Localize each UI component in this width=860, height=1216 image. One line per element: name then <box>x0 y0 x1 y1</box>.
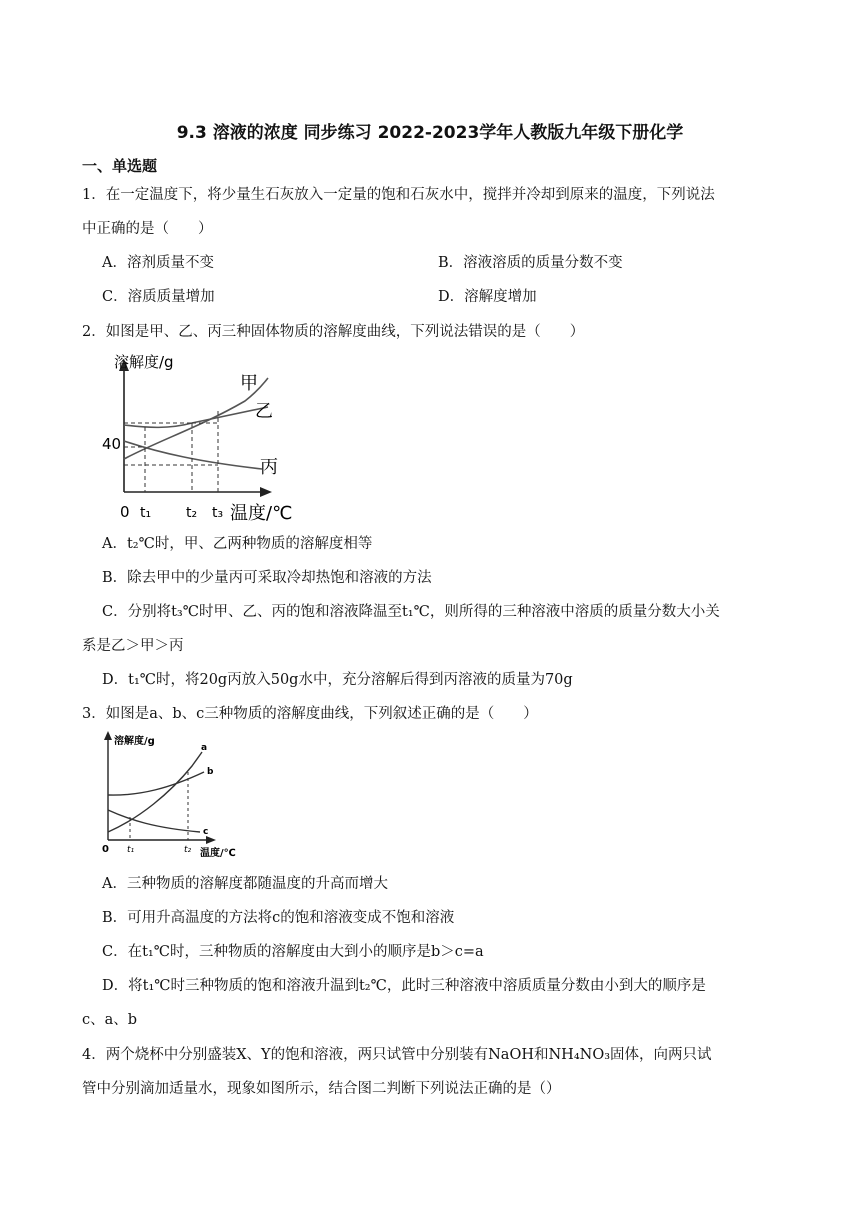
q3-stem: 3．如图是a、b、c三种物质的溶解度曲线，下列叙述正确的是（ ） <box>82 706 538 722</box>
section-heading: 一、单选题 <box>82 157 158 175</box>
q3-option-a: A．三种物质的溶解度都随温度的升高而增大 <box>102 876 388 892</box>
q3-option-d-line2: c、a、b <box>82 1012 138 1028</box>
q2-xtick-t1: t₁ <box>140 505 152 521</box>
q3-xtick-t2: t₂ <box>184 845 192 855</box>
q3-xlabel: 温度/℃ <box>200 848 236 859</box>
q1-stem-line2: 中正确的是（ ） <box>82 221 213 237</box>
q3-origin: 0 <box>102 844 109 855</box>
q3-ylabel: 溶解度/g <box>114 736 155 747</box>
q2-option-b: B．除去甲中的少量丙可采取冷却热饱和溶液的方法 <box>102 570 432 586</box>
q3-option-c: C．在t₁℃时，三种物质的溶解度由大到小的顺序是b＞c=a <box>102 944 484 960</box>
q2-option-c-line2: 系是乙＞甲＞丙 <box>82 638 184 654</box>
q3-option-d-line1: D．将t₁℃时三种物质的饱和溶液升温到t₂℃，此时三种溶液中溶质质量分数由小到大的顺序是 <box>102 978 706 994</box>
q2-xtick-t2: t₂ <box>186 505 198 521</box>
q1-option-d: D．溶解度增加 <box>438 289 537 305</box>
q3-xtick-t1: t₁ <box>127 845 135 855</box>
q2-solubility-chart <box>100 345 300 525</box>
q3-label-a: a <box>201 743 208 753</box>
q3-option-b: B．可用升高温度的方法将c的饱和溶液变成不饱和溶液 <box>102 910 455 926</box>
q3-solubility-chart <box>100 728 250 863</box>
q2-option-a: A．t₂℃时，甲、乙两种物质的溶解度相等 <box>102 536 373 552</box>
q2-label-yi: 乙 <box>255 401 273 422</box>
q2-label-bing: 丙 <box>260 457 278 478</box>
q2-xtick-t3: t₃ <box>212 505 224 521</box>
q2-label-jia: 甲 <box>240 373 258 394</box>
q2-stem: 2．如图是甲、乙、丙三种固体物质的溶解度曲线，下列说法错误的是（ ） <box>82 324 585 340</box>
q1-option-b: B．溶液溶质的质量分数不变 <box>438 255 623 271</box>
q1-option-c: C．溶质质量增加 <box>102 289 215 305</box>
q3-y-arrow <box>104 731 112 740</box>
q4-stem-line2: 管中分别滴加适量水，现象如图所示，结合图二判断下列说法正确的是（） <box>82 1081 561 1097</box>
q2-option-c-line1: C．分别将t₃℃时甲、乙、丙的饱和溶液降温至t₁℃，则所得的三种溶液中溶质的质量分数大小关 <box>102 604 720 620</box>
q3-x-arrow <box>206 836 216 844</box>
q2-ylabel: 溶解度/g <box>114 353 174 371</box>
q3-curve-c <box>108 810 200 832</box>
q3-label-c: c <box>203 827 209 837</box>
q4-stem-line1: 4．两个烧杯中分别盛装X、Y的饱和溶液，两只试管中分别装有NaOH和NH₄NO₃固体，向两只试 <box>82 1047 712 1063</box>
q2-xlabel: 温度/℃ <box>230 503 293 524</box>
document-title: 9.3 溶液的浓度 同步练习 2022-2023学年人教版九年级下册化学 <box>176 123 684 143</box>
q2-x-arrow <box>260 487 272 497</box>
q3-label-b: b <box>207 767 214 777</box>
q2-origin: 0 <box>120 503 130 521</box>
q1-option-a: A．溶剂质量不变 <box>102 255 214 271</box>
q1-stem-line1: 1．在一定温度下，将少量生石灰放入一定量的饱和石灰水中，搅拌并冷却到原来的温度，下列说法 <box>82 187 715 203</box>
q2-option-d: D．t₁℃时，将20g丙放入50g水中，充分溶解后得到丙溶液的质量为70g <box>102 672 573 688</box>
q3-curve-b <box>108 772 204 795</box>
q2-ytick-40: 40 <box>102 435 122 453</box>
q2-curve-yi <box>124 407 268 427</box>
